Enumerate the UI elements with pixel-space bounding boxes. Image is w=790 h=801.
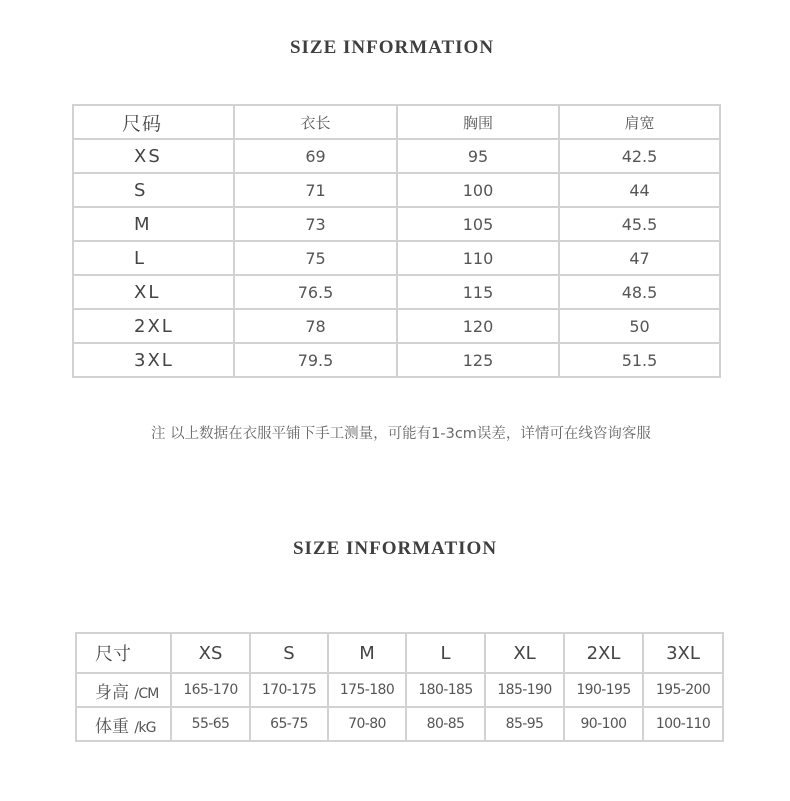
- table-header-row: [76, 633, 723, 673]
- cell-size: S: [73, 173, 234, 207]
- cell-weight: 80-85: [406, 707, 485, 741]
- header-size: 尺码: [73, 105, 234, 139]
- weight-label: 体重: [95, 716, 129, 737]
- cell-shoulder: 42.5: [559, 139, 720, 173]
- height-label: 身高: [95, 682, 129, 703]
- cell-chest: 100: [397, 173, 559, 207]
- garment-size-table: [72, 104, 721, 378]
- cell-length: 71: [234, 173, 397, 207]
- cell-height: 170-175: [250, 673, 328, 707]
- height-unit: /CM: [134, 685, 159, 702]
- table-row-weight: [76, 707, 723, 741]
- cell-size: XS: [73, 139, 234, 173]
- row-label-height: [76, 673, 171, 707]
- table-row: [73, 343, 720, 377]
- cell-length: 78: [234, 309, 397, 343]
- cell-length: 75: [234, 241, 397, 275]
- cell-chest: 110: [397, 241, 559, 275]
- cell-weight: 90-100: [564, 707, 643, 741]
- table-row: [73, 275, 720, 309]
- section-1-title: SIZE INFORMATION: [289, 37, 495, 58]
- cell-chest: 120: [397, 309, 559, 343]
- cell-height: 190-195: [564, 673, 643, 707]
- table-row: [73, 139, 720, 173]
- table-row: [73, 173, 720, 207]
- cell-height: 175-180: [328, 673, 406, 707]
- table-header-row: [73, 105, 720, 139]
- table-row: [73, 241, 720, 275]
- measurement-note: 注 以上数据在衣服平铺下手工测量，可能有1-3cm误差，详情可在线咨询客服: [151, 426, 651, 442]
- cell-height: 180-185: [406, 673, 485, 707]
- cell-weight: 65-75: [250, 707, 328, 741]
- table-row: [73, 309, 720, 343]
- cell-chest: 125: [397, 343, 559, 377]
- body-size-table: [75, 632, 724, 742]
- cell-chest: 95: [397, 139, 559, 173]
- cell-size: 3XL: [73, 343, 234, 377]
- cell-shoulder: 51.5: [559, 343, 720, 377]
- header-size-xl: XL: [485, 633, 564, 673]
- cell-size: M: [73, 207, 234, 241]
- header-size-2xl: 2XL: [564, 633, 643, 673]
- cell-size: L: [73, 241, 234, 275]
- cell-chest: 115: [397, 275, 559, 309]
- cell-shoulder: 47: [559, 241, 720, 275]
- table-row: [73, 207, 720, 241]
- cell-size: XL: [73, 275, 234, 309]
- header-shoulder: 肩宽: [559, 105, 720, 139]
- cell-weight: 70-80: [328, 707, 406, 741]
- cell-length: 73: [234, 207, 397, 241]
- header-size-l: L: [406, 633, 485, 673]
- weight-unit: /kG: [134, 719, 156, 736]
- section-2-title: SIZE INFORMATION: [292, 538, 498, 559]
- cell-height: 185-190: [485, 673, 564, 707]
- header-length: 衣长: [234, 105, 397, 139]
- header-chest: 胸围: [397, 105, 559, 139]
- cell-shoulder: 50: [559, 309, 720, 343]
- cell-length: 79.5: [234, 343, 397, 377]
- cell-shoulder: 45.5: [559, 207, 720, 241]
- cell-weight: 85-95: [485, 707, 564, 741]
- cell-weight: 55-65: [171, 707, 250, 741]
- cell-shoulder: 44: [559, 173, 720, 207]
- header-size-s: S: [250, 633, 328, 673]
- cell-length: 76.5: [234, 275, 397, 309]
- cell-length: 69: [234, 139, 397, 173]
- header-size-3xl: 3XL: [643, 633, 723, 673]
- table-row-height: [76, 673, 723, 707]
- cell-shoulder: 48.5: [559, 275, 720, 309]
- header-size-m: M: [328, 633, 406, 673]
- row-label-weight: [76, 707, 171, 741]
- cell-height: 165-170: [171, 673, 250, 707]
- cell-chest: 105: [397, 207, 559, 241]
- cell-height: 195-200: [643, 673, 723, 707]
- cell-weight: 100-110: [643, 707, 723, 741]
- header-size-label: 尺寸: [76, 633, 171, 673]
- cell-size: 2XL: [73, 309, 234, 343]
- header-size-xs: XS: [171, 633, 250, 673]
